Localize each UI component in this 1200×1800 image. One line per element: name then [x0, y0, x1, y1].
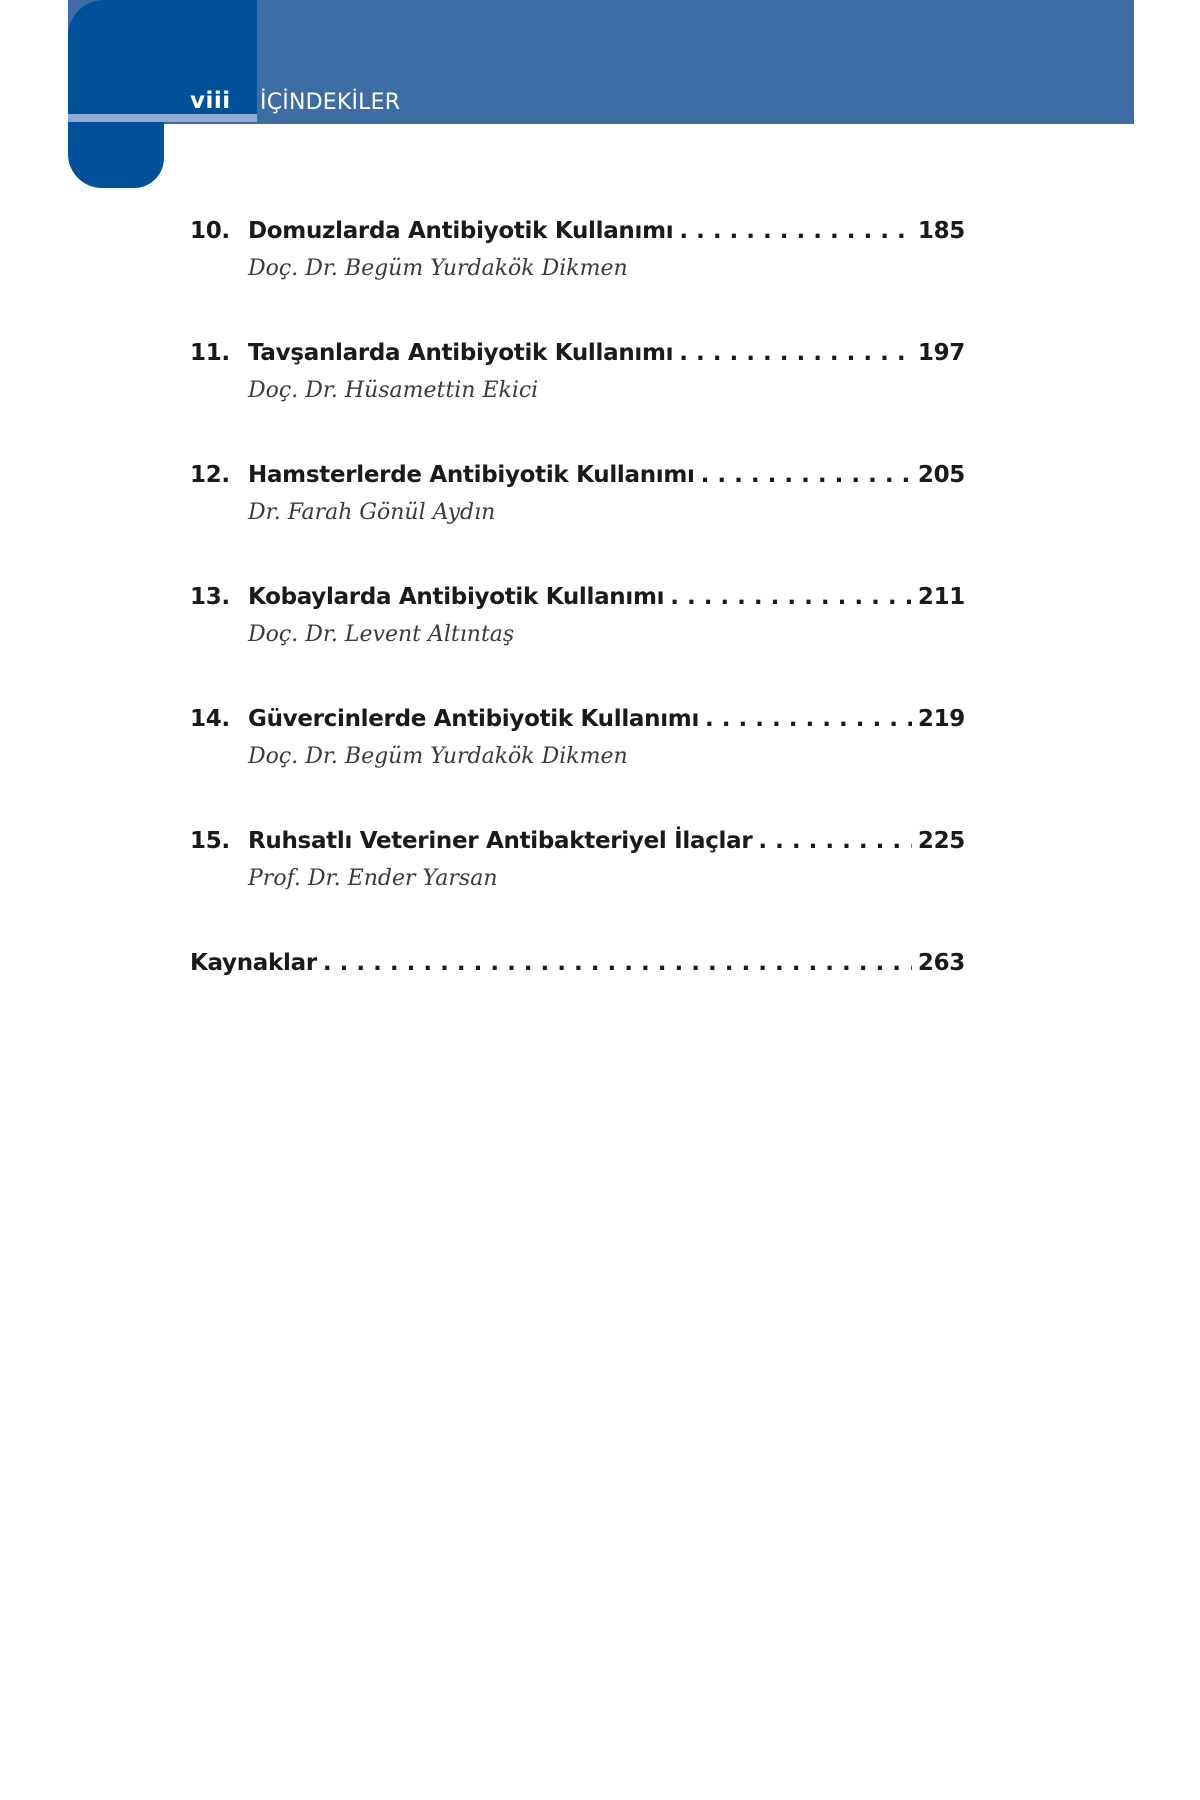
chapter-number: 14.: [190, 706, 230, 732]
page-number: viii: [190, 88, 231, 114]
chapter-author: Doç. Dr. Levent Altıntaş: [248, 622, 515, 647]
chapter-author: Dr. Farah Gönül Aydın: [248, 500, 496, 525]
dot-leader: [701, 458, 912, 492]
chapter-number: 10.: [190, 218, 230, 244]
toc-line: [190, 702, 965, 736]
page-reference[interactable]: 219: [917, 706, 965, 732]
page-reference[interactable]: 211: [917, 584, 965, 610]
toc-line: [190, 458, 965, 492]
dot-leader: [679, 214, 912, 248]
page-reference[interactable]: 263: [917, 950, 965, 976]
page-reference[interactable]: 205: [917, 462, 965, 488]
page-reference[interactable]: 225: [917, 828, 965, 854]
toc-entry[interactable]: [190, 336, 965, 458]
chapter-author: Doç. Dr. Hüsamettin Ekici: [248, 378, 539, 403]
toc-entry[interactable]: [190, 702, 965, 824]
toc-entry[interactable]: [190, 580, 965, 702]
running-title: İÇİNDEKİLER: [260, 90, 401, 115]
toc-line: [190, 336, 965, 370]
chapter-title[interactable]: Domuzlarda Antibiyotik Kullanımı: [248, 218, 674, 244]
toc-entry[interactable]: [190, 214, 965, 336]
dot-leader: [670, 580, 912, 614]
toc-line: [190, 946, 965, 980]
chapter-author: Doç. Dr. Begüm Yurdakök Dikmen: [248, 744, 628, 769]
chapter-author: Doç. Dr. Begüm Yurdakök Dikmen: [248, 256, 628, 281]
page-reference[interactable]: 185: [917, 218, 965, 244]
chapter-number: 13.: [190, 584, 230, 610]
chapter-title[interactable]: Güvercinlerde Antibiyotik Kullanımı: [248, 706, 700, 732]
dot-leader: [705, 702, 912, 736]
table-of-contents: [190, 214, 965, 980]
toc-line: [190, 824, 965, 858]
toc-entry[interactable]: [190, 824, 965, 946]
chapter-title[interactable]: Hamsterlerde Antibiyotik Kullanımı: [248, 462, 695, 488]
toc-entry[interactable]: [190, 458, 965, 580]
references-title[interactable]: Kaynaklar: [190, 950, 317, 976]
header-accent-strip: [68, 114, 257, 122]
toc-line: [190, 580, 965, 614]
chapter-number: 12.: [190, 462, 230, 488]
chapter-author: Prof. Dr. Ender Yarsan: [248, 866, 498, 891]
chapter-number: 15.: [190, 828, 230, 854]
chapter-number: 11.: [190, 340, 230, 366]
dot-leader: [758, 824, 911, 858]
toc-line: [190, 214, 965, 248]
chapter-title[interactable]: Kobaylarda Antibiyotik Kullanımı: [248, 584, 665, 610]
dot-leader: [323, 946, 912, 980]
dot-leader: [679, 336, 912, 370]
header-tab-extension: [68, 118, 164, 188]
page-reference[interactable]: 197: [917, 340, 965, 366]
chapter-title[interactable]: Tavşanlarda Antibiyotik Kullanımı: [248, 340, 674, 366]
chapter-title[interactable]: Ruhsatlı Veteriner Antibakteriyel İlaçlar: [248, 828, 753, 854]
toc-entry-references[interactable]: [190, 946, 965, 980]
